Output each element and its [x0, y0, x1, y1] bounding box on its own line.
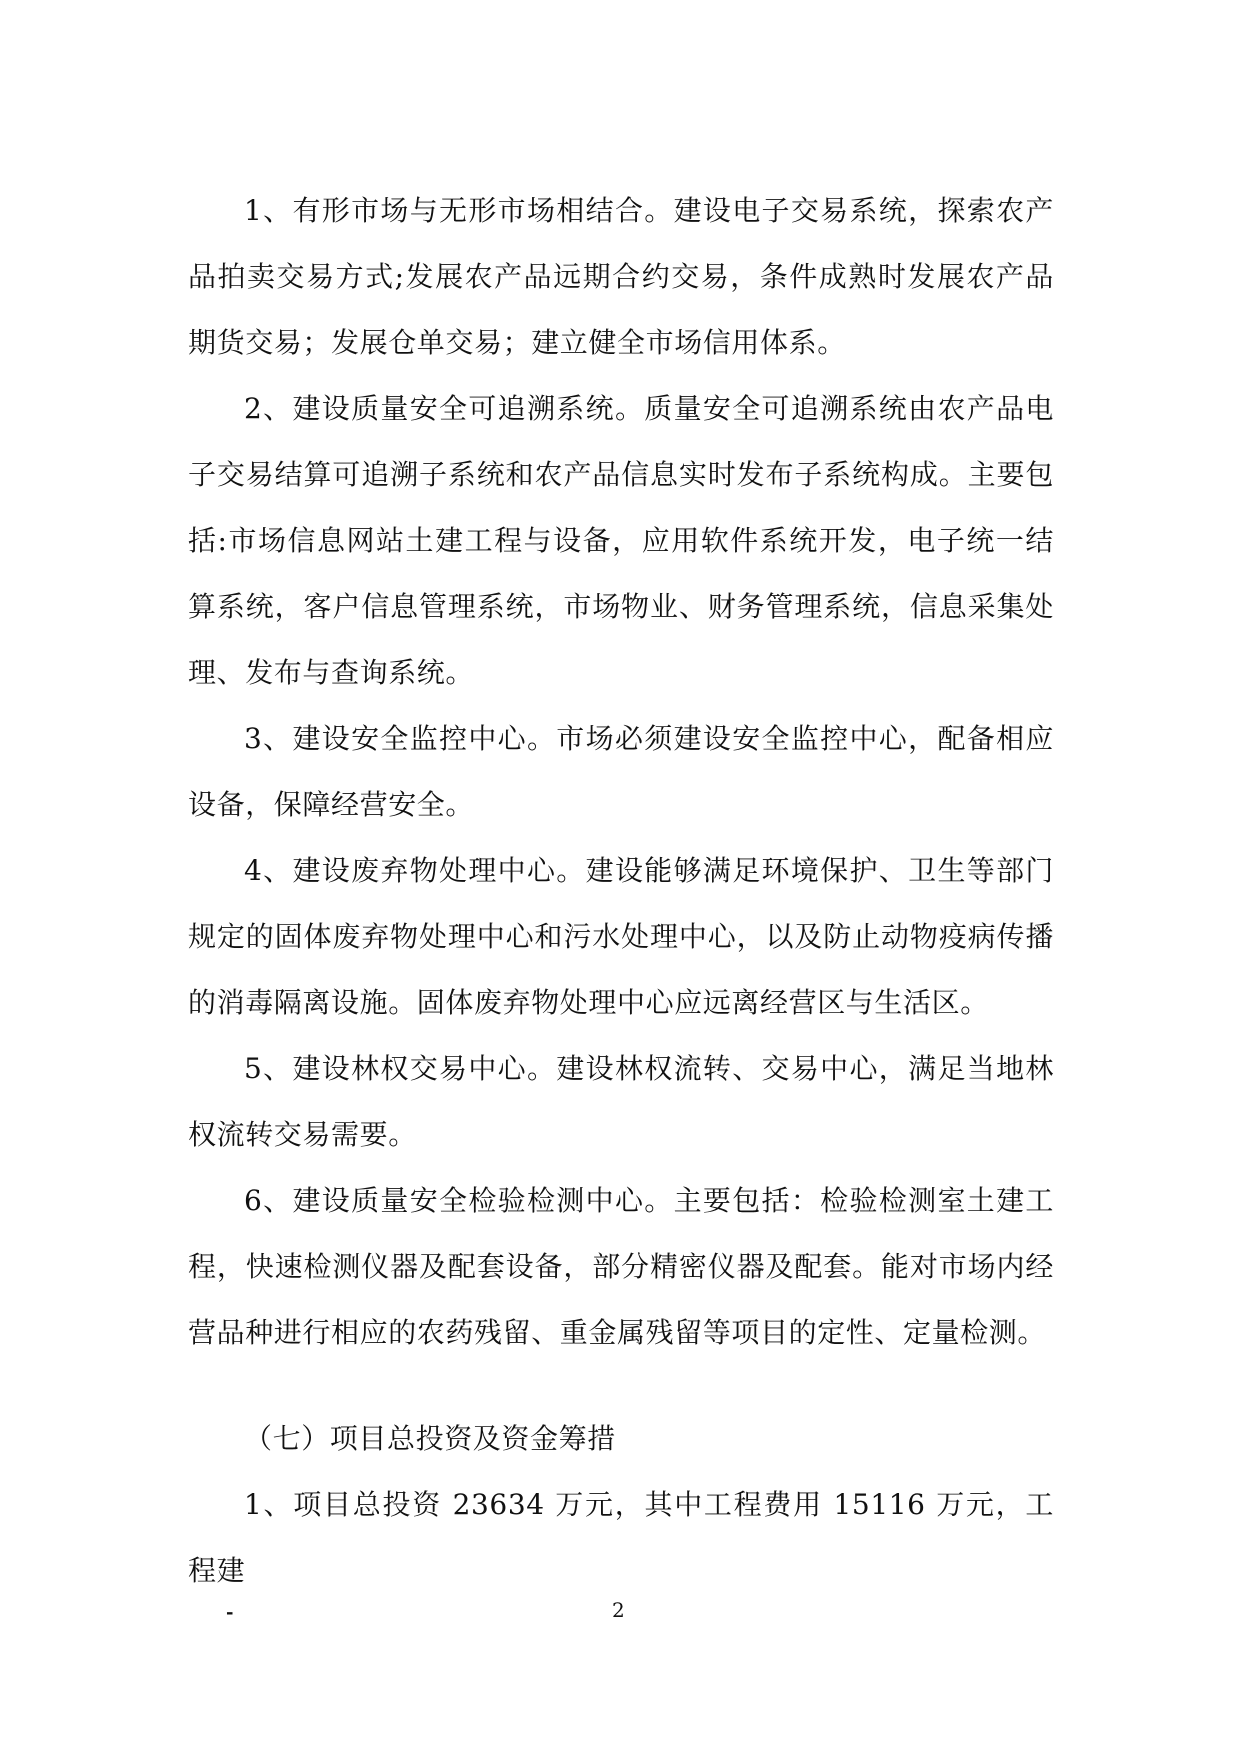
paragraph-5: 5、建设林权交易中心。建设林权流转、交易中心，满足当地林权流转交易需要。 [188, 1052, 1054, 1151]
paragraph-2: 2、建设质量安全可追溯系统。质量安全可追溯系统由农产品电子交易结算可追溯子系统和农产品信息实时发布子系统构成。主要包括:市场信息网站土建工程与设备，应用软件系统开发，电子统一结算系统，客户信息管理系统，市场物业、财务管理系统，信息采集处理、发布与查询系统。 [188, 392, 1054, 689]
footer-dash: - [226, 1602, 234, 1623]
paragraph-1: 1、有形市场与无形市场相结合。建设电子交易系统，探索农产品拍卖交易方式;发展农产品远期合约交易，条件成熟时发展农产品期货交易；发展仓单交易；建立健全市场信用体系。 [188, 194, 1054, 359]
paragraph-6: 6、建设质量安全检验检测中心。主要包括：检验检测室土建工程，快速检测仪器及配套设备，部分精密仪器及配套。能对市场内经营品种进行相应的农药残留、重金属残留等项目的定性、定量检测。 [188, 1184, 1054, 1349]
section-heading: （七）项目总投资及资金筹措 [244, 1422, 616, 1455]
paragraph-3: 3、建设安全监控中心。市场必须建设安全监控中心，配备相应设备，保障经营安全。 [188, 722, 1054, 821]
investment-paragraph: 1、项目总投资 23634 万元，其中工程费用 15116 万元，工程建 [188, 1488, 1054, 1587]
paragraph-4: 4、建设废弃物处理中心。建设能够满足环境保护、卫生等部门规定的固体废弃物处理中心和污水处理中心，以及防止动物疫病传播的消毒隔离设施。固体废弃物处理中心应远离经营区与生活区。 [188, 854, 1054, 1019]
page-number: 2 [612, 1598, 625, 1622]
document-body [188, 178, 1054, 1604]
